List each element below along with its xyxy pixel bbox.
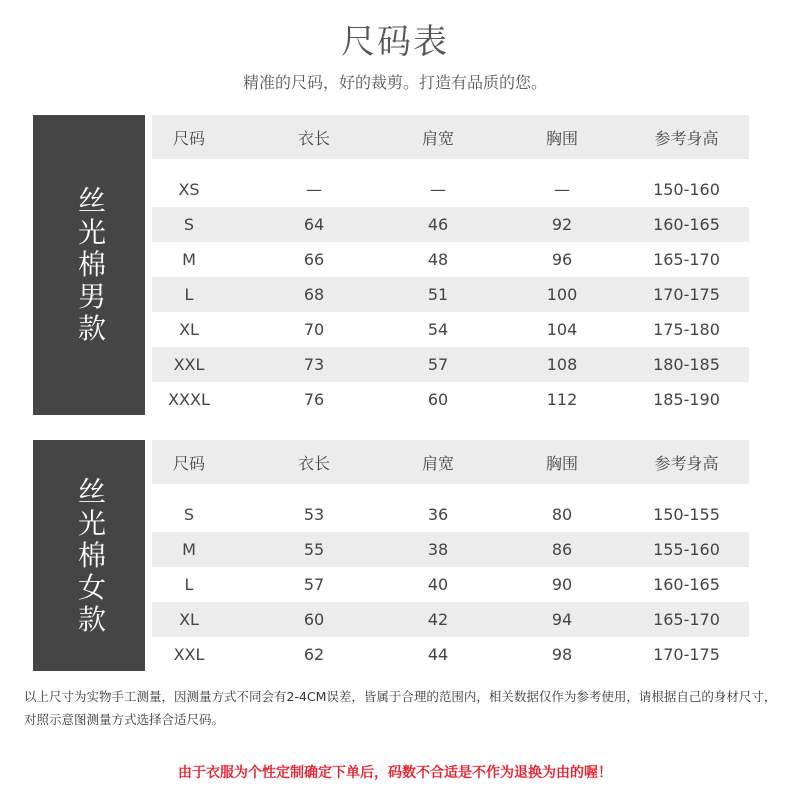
cell-chest: 94 [551, 610, 573, 629]
table-row [152, 312, 749, 347]
table-spacer [152, 159, 749, 172]
cell-height: 150-155 [653, 505, 720, 524]
cell-height: 150-160 [653, 180, 720, 199]
size-table-women [33, 440, 749, 671]
table-row [152, 277, 749, 312]
cell-shoulder: 36 [427, 505, 449, 524]
cell-size: S [183, 505, 195, 524]
men-side-label-panel [33, 115, 145, 415]
cell-height: 170-175 [653, 645, 720, 664]
cell-size: XXL [173, 645, 205, 664]
cell-size: S [183, 215, 195, 234]
table-header-row [152, 115, 749, 159]
cell-chest: — [554, 180, 570, 199]
page-subtitle: 精准的尺码，好的裁剪。打造有品质的您。 [242, 73, 547, 92]
men-side-label: 丝光棉男款 [77, 184, 106, 345]
cell-chest: 96 [551, 250, 573, 269]
cell-chest: 112 [546, 390, 578, 409]
table-header-row [152, 440, 749, 484]
cell-chest: 98 [551, 645, 573, 664]
cell-chest: 80 [551, 505, 573, 524]
women-side-label: 丝光棉女款 [77, 474, 106, 636]
cell-size: M [182, 540, 196, 559]
women-side-label-panel [33, 440, 145, 671]
cell-shoulder: 46 [427, 215, 449, 234]
cell-length: 55 [303, 540, 325, 559]
cell-size: M [182, 250, 196, 269]
cell-length: 60 [303, 610, 325, 629]
men-table-body [152, 115, 749, 417]
cell-length: 53 [303, 505, 325, 524]
table-row [152, 382, 749, 417]
cell-size: L [184, 575, 194, 594]
cell-shoulder: 38 [427, 540, 449, 559]
header-cell-shoulder: 肩宽 [421, 128, 454, 148]
header-cell-chest: 胸围 [545, 453, 578, 473]
header-cell-shoulder: 肩宽 [421, 453, 454, 473]
size-table-men [33, 115, 749, 415]
cell-height: 160-165 [653, 575, 720, 594]
cell-shoulder: 51 [427, 285, 449, 304]
cell-length: 68 [303, 285, 325, 304]
cell-height: 165-170 [653, 610, 720, 629]
cell-size: XXL [173, 355, 205, 374]
table-row [152, 242, 749, 277]
cell-length: 57 [303, 575, 325, 594]
header-cell-height: 参考身高 [654, 128, 719, 148]
cell-height: 185-190 [653, 390, 720, 409]
table-row [152, 567, 749, 602]
cell-shoulder: — [430, 180, 446, 199]
table-row [152, 497, 749, 532]
cell-shoulder: 60 [427, 390, 449, 409]
cell-length: — [306, 180, 322, 199]
table-spacer [152, 484, 749, 497]
table-row [152, 637, 749, 672]
cell-shoulder: 40 [427, 575, 449, 594]
cell-chest: 92 [551, 215, 573, 234]
cell-shoulder: 44 [427, 645, 449, 664]
cell-shoulder: 54 [427, 320, 449, 339]
header-cell-height: 参考身高 [654, 453, 719, 473]
cell-height: 180-185 [653, 355, 720, 374]
header-cell-size: 尺码 [172, 128, 205, 148]
table-row [152, 532, 749, 567]
cell-shoulder: 42 [427, 610, 449, 629]
cell-length: 76 [303, 390, 325, 409]
women-table-body [152, 440, 749, 672]
header-cell-chest: 胸围 [545, 128, 578, 148]
cell-length: 66 [303, 250, 325, 269]
cell-length: 62 [303, 645, 325, 664]
cell-chest: 86 [551, 540, 573, 559]
cell-chest: 90 [551, 575, 573, 594]
cell-length: 64 [303, 215, 325, 234]
cell-shoulder: 57 [427, 355, 449, 374]
table-row [152, 172, 749, 207]
cell-chest: 104 [546, 320, 578, 339]
no-return-warning: 由于衣服为个性定制确定下单后，码数不合适是不作为退换为由的喔！ [178, 765, 612, 781]
cell-height: 160-165 [653, 215, 720, 234]
page-title: 尺码表 [341, 22, 449, 62]
cell-height: 175-180 [653, 320, 720, 339]
cell-height: 155-160 [653, 540, 720, 559]
header-cell-length: 衣长 [297, 128, 330, 148]
cell-height: 170-175 [653, 285, 720, 304]
cell-length: 73 [303, 355, 325, 374]
table-row [152, 602, 749, 637]
cell-size: L [184, 285, 194, 304]
header-cell-size: 尺码 [172, 453, 205, 473]
header-cell-length: 衣长 [297, 453, 330, 473]
cell-size: XL [179, 320, 199, 339]
cell-chest: 100 [546, 285, 578, 304]
table-row [152, 347, 749, 382]
cell-length: 70 [303, 320, 325, 339]
cell-size: XS [178, 180, 200, 199]
measurement-footnote: 以上尺寸为实物手工测量，因测量方式不同会有2-4CM误差，皆属于合理的范围内，相关数据仅作为参考使用，请根据自己的身材尺寸，对照示意图测量方式选择合适尺码。 [24, 689, 777, 727]
cell-height: 165-170 [653, 250, 720, 269]
cell-shoulder: 48 [427, 250, 449, 269]
cell-size: XXXL [168, 390, 210, 409]
cell-chest: 108 [546, 355, 578, 374]
cell-size: XL [179, 610, 199, 629]
table-row [152, 207, 749, 242]
